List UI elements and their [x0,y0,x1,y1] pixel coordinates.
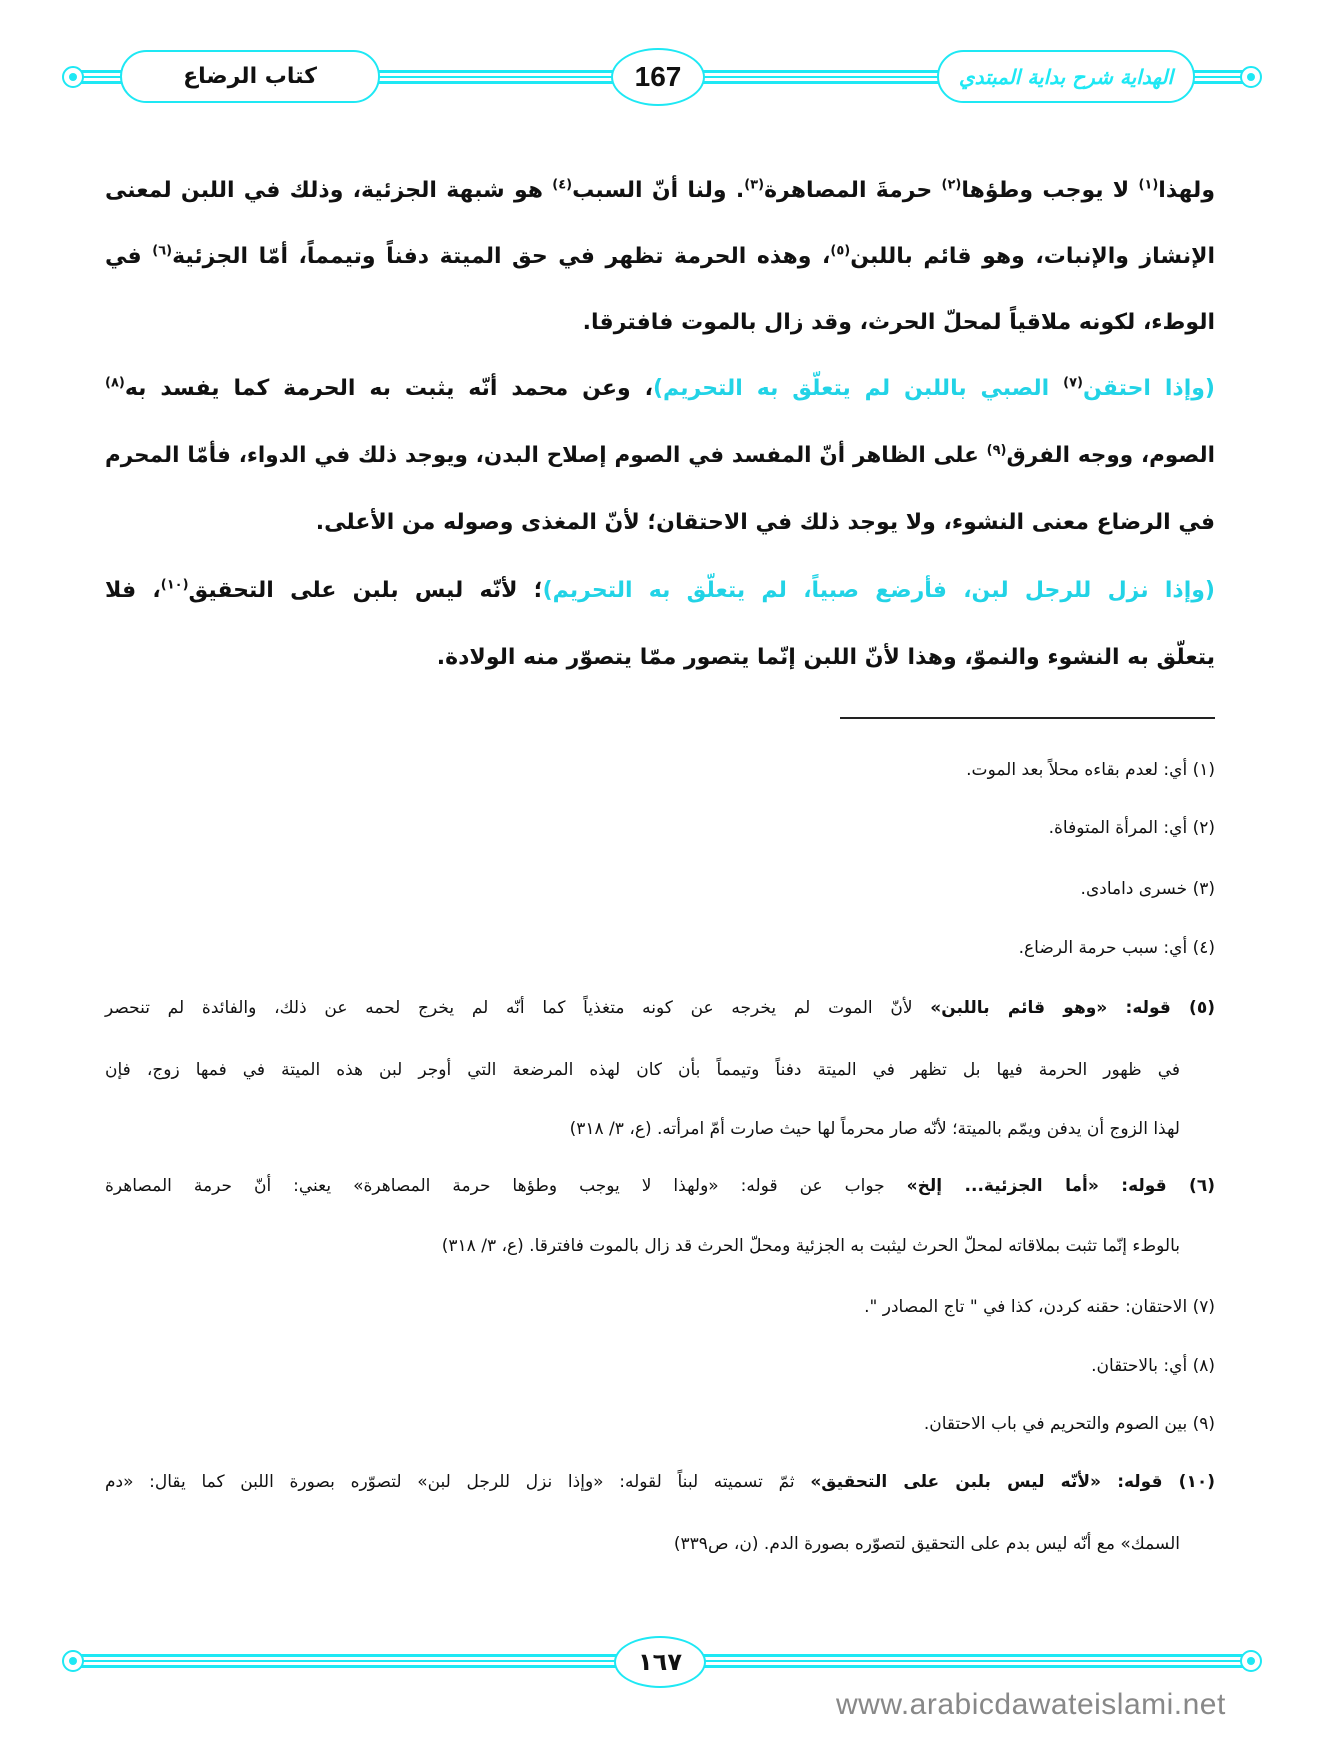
quoted-matn: (وإذا احتقن [1082,376,1215,401]
ornament-knob [1240,1650,1262,1672]
footnote-line [105,1472,1215,1492]
text-segment: لهذا الزوج أن يدفن ويمّم بالميتة؛ لأنّه صار محرماً لها حيث صارت أمّ امرأته. (ع، ٣/ ٣١٨) [569,1119,1180,1139]
text-segment: . ولنا أنّ السبب [572,178,745,203]
footnote-line [105,879,1215,899]
text-segment: (١) أي: لعدم بقاءه محلاً بعد الموت. [966,760,1215,780]
footnote-line [105,1060,1180,1080]
text-segment: الصوم، ووجه الفرق [1006,443,1215,468]
text-segment: (٨) أي: بالاحتقان. [1091,1356,1215,1376]
text-line [105,178,1215,203]
quoted-phrase: (٥) قوله: «وهو قائم باللبن» [930,998,1215,1018]
text-line [105,578,1215,603]
footnote-line [105,1414,1215,1434]
text-segment: الإنشاز والإنبات، وهو قائم باللبن [850,244,1215,269]
text-segment: السمك» مع أنّه ليس بدم على التحقيق لتصوّره بصورة الدم. (ن، ص٣٣٩) [673,1534,1180,1554]
text-line [105,376,1215,401]
text-segment: (٣) خسرى دامادى. [1080,879,1215,899]
footnote-line [105,1236,1180,1256]
text-segment: (٤) أي: سبب حرمة الرضاع. [1018,938,1215,958]
text-segment: في الرضاع معنى النشوء، ولا يوجد ذلك في الاحتقان؛ لأنّ المغذى وصوله من الأعلى. [315,510,1215,535]
quoted-phrase: (٦) قوله: «أما الجزئية... إلخ» [906,1176,1215,1196]
ornament-knob [1240,66,1262,88]
footnote-line [105,998,1215,1018]
footnote-ref: (٤) [552,177,573,193]
text-segment: هو شبهة الجزئية، وذلك في اللبن لمعنى [105,178,553,203]
text-line [105,645,1215,670]
footnote-ref: (٥) [830,243,851,259]
text-segment: (٩) بين الصوم والتحريم في باب الاحتقان. [923,1414,1215,1434]
text-segment: الوطء، لكونه ملاقياً لمحلّ الحرث، وقد زال بالموت فافترقا. [582,310,1215,335]
text-segment: (٢) أي: المرأة المتوفاة. [1048,818,1215,838]
footnote-line [105,1176,1215,1196]
footnote-line [105,1297,1215,1317]
quoted-phrase: (١٠) قوله: «لأنّه ليس بلبن على التحقيق» [810,1472,1215,1492]
text-line [105,310,1215,335]
text-segment: لا يوجب وطؤها [961,178,1139,203]
text-segment: لأنّ الموت لم يخرجه عن كونه متغذياً كما أنّه لم يخرج لحمه عن ذلك، والفائدة لم تنحصر [105,998,931,1018]
footnote-line [105,818,1215,838]
footnote-line [105,760,1215,780]
footnote-ref: (٢) [941,177,962,193]
text-segment: جواب عن قوله: «ولهذا لا يوجب وطؤها حرمة المصاهرة» يعني: أنّ حرمة المصاهرة [105,1176,907,1196]
footnote-ref: (٦) [152,243,173,259]
text-line [105,244,1215,269]
text-segment: في ظهور الحرمة فيها بل تظهر في الميتة دفناً وتيمماً بأن كان لهذه المرضعة التي أوجر لبن هذه الميتة في فمها زوج، فإن [105,1060,1180,1080]
ornament-knob [62,66,84,88]
quoted-matn: الصبي باللبن لم يتعلّق به التحريم) [652,376,1064,401]
footnote-line [105,1534,1180,1554]
footnote-line [105,938,1215,958]
text-segment: ، وعن محمد أنّه يثبت به الحرمة كما يفسد به [124,376,653,401]
page-number: 167 [611,48,705,106]
footnote-line [105,1119,1180,1139]
footnote-ref: (٨) [105,375,125,391]
footnote-ref: (٧) [1063,375,1083,391]
footnote-ref: (١) [1138,177,1159,193]
text-segment: حرمةَ المصاهرة [764,178,942,203]
text-segment: (٧) الاحتقان: حقنه كردن، كذا في " تاج المصادر ". [864,1297,1215,1317]
text-segment: على الظاهر أنّ المفسد في الصوم إصلاح البدن، ويوجد ذلك في الدواء، فأمّا المحرم [105,443,987,468]
footer-page-number: ١٦٧ [614,1636,706,1688]
quoted-matn: (وإذا نزل للرجل لبن، فأرضع صبياً، لم يتعلّق به التحريم) [542,578,1215,603]
text-segment: ؛ لأنّه ليس بلبن على التحقيق [188,578,543,603]
text-segment: ، فلا [105,578,161,603]
text-segment: بالوطء إنّما تثبت بملاقاته لمحلّ الحرث ليثبت به الجزئية ومحلّ الحرث قد زال بالموت فافترقا. (ع، ٣/ ٣١٨) [441,1236,1180,1256]
text-line [105,443,1215,468]
text-segment: ثمّ تسميته لبناً لقوله: «وإذا نزل للرجل لبن» لتصوّره بصورة اللبن كما يقال: «دم [105,1472,811,1492]
website-watermark: www.arabicdawateislami.net [836,1688,1226,1721]
footnote-separator [840,717,1215,719]
text-segment: ، وهذه الحرمة تظهر في حق الميتة دفناً وتيمماً، أمّا الجزئية [172,244,831,269]
footnote-ref: (٣) [744,177,765,193]
chapter-title: كتاب الرضاع [120,50,380,103]
footnote-line [105,1356,1215,1376]
text-segment: ولهذا [1158,178,1215,203]
text-line [105,510,1215,535]
book-title: الهداية شرح بداية المبتدي [937,50,1195,103]
footnote-ref: (١٠) [160,577,189,593]
footnote-ref: (٩) [986,442,1007,458]
ornament-knob [62,1650,84,1672]
text-segment: في [105,244,153,269]
text-segment: يتعلّق به النشوء والنموّ، وهذا لأنّ اللبن إنّما يتصور ممّا يتصوّر منه الولادة. [436,645,1215,670]
